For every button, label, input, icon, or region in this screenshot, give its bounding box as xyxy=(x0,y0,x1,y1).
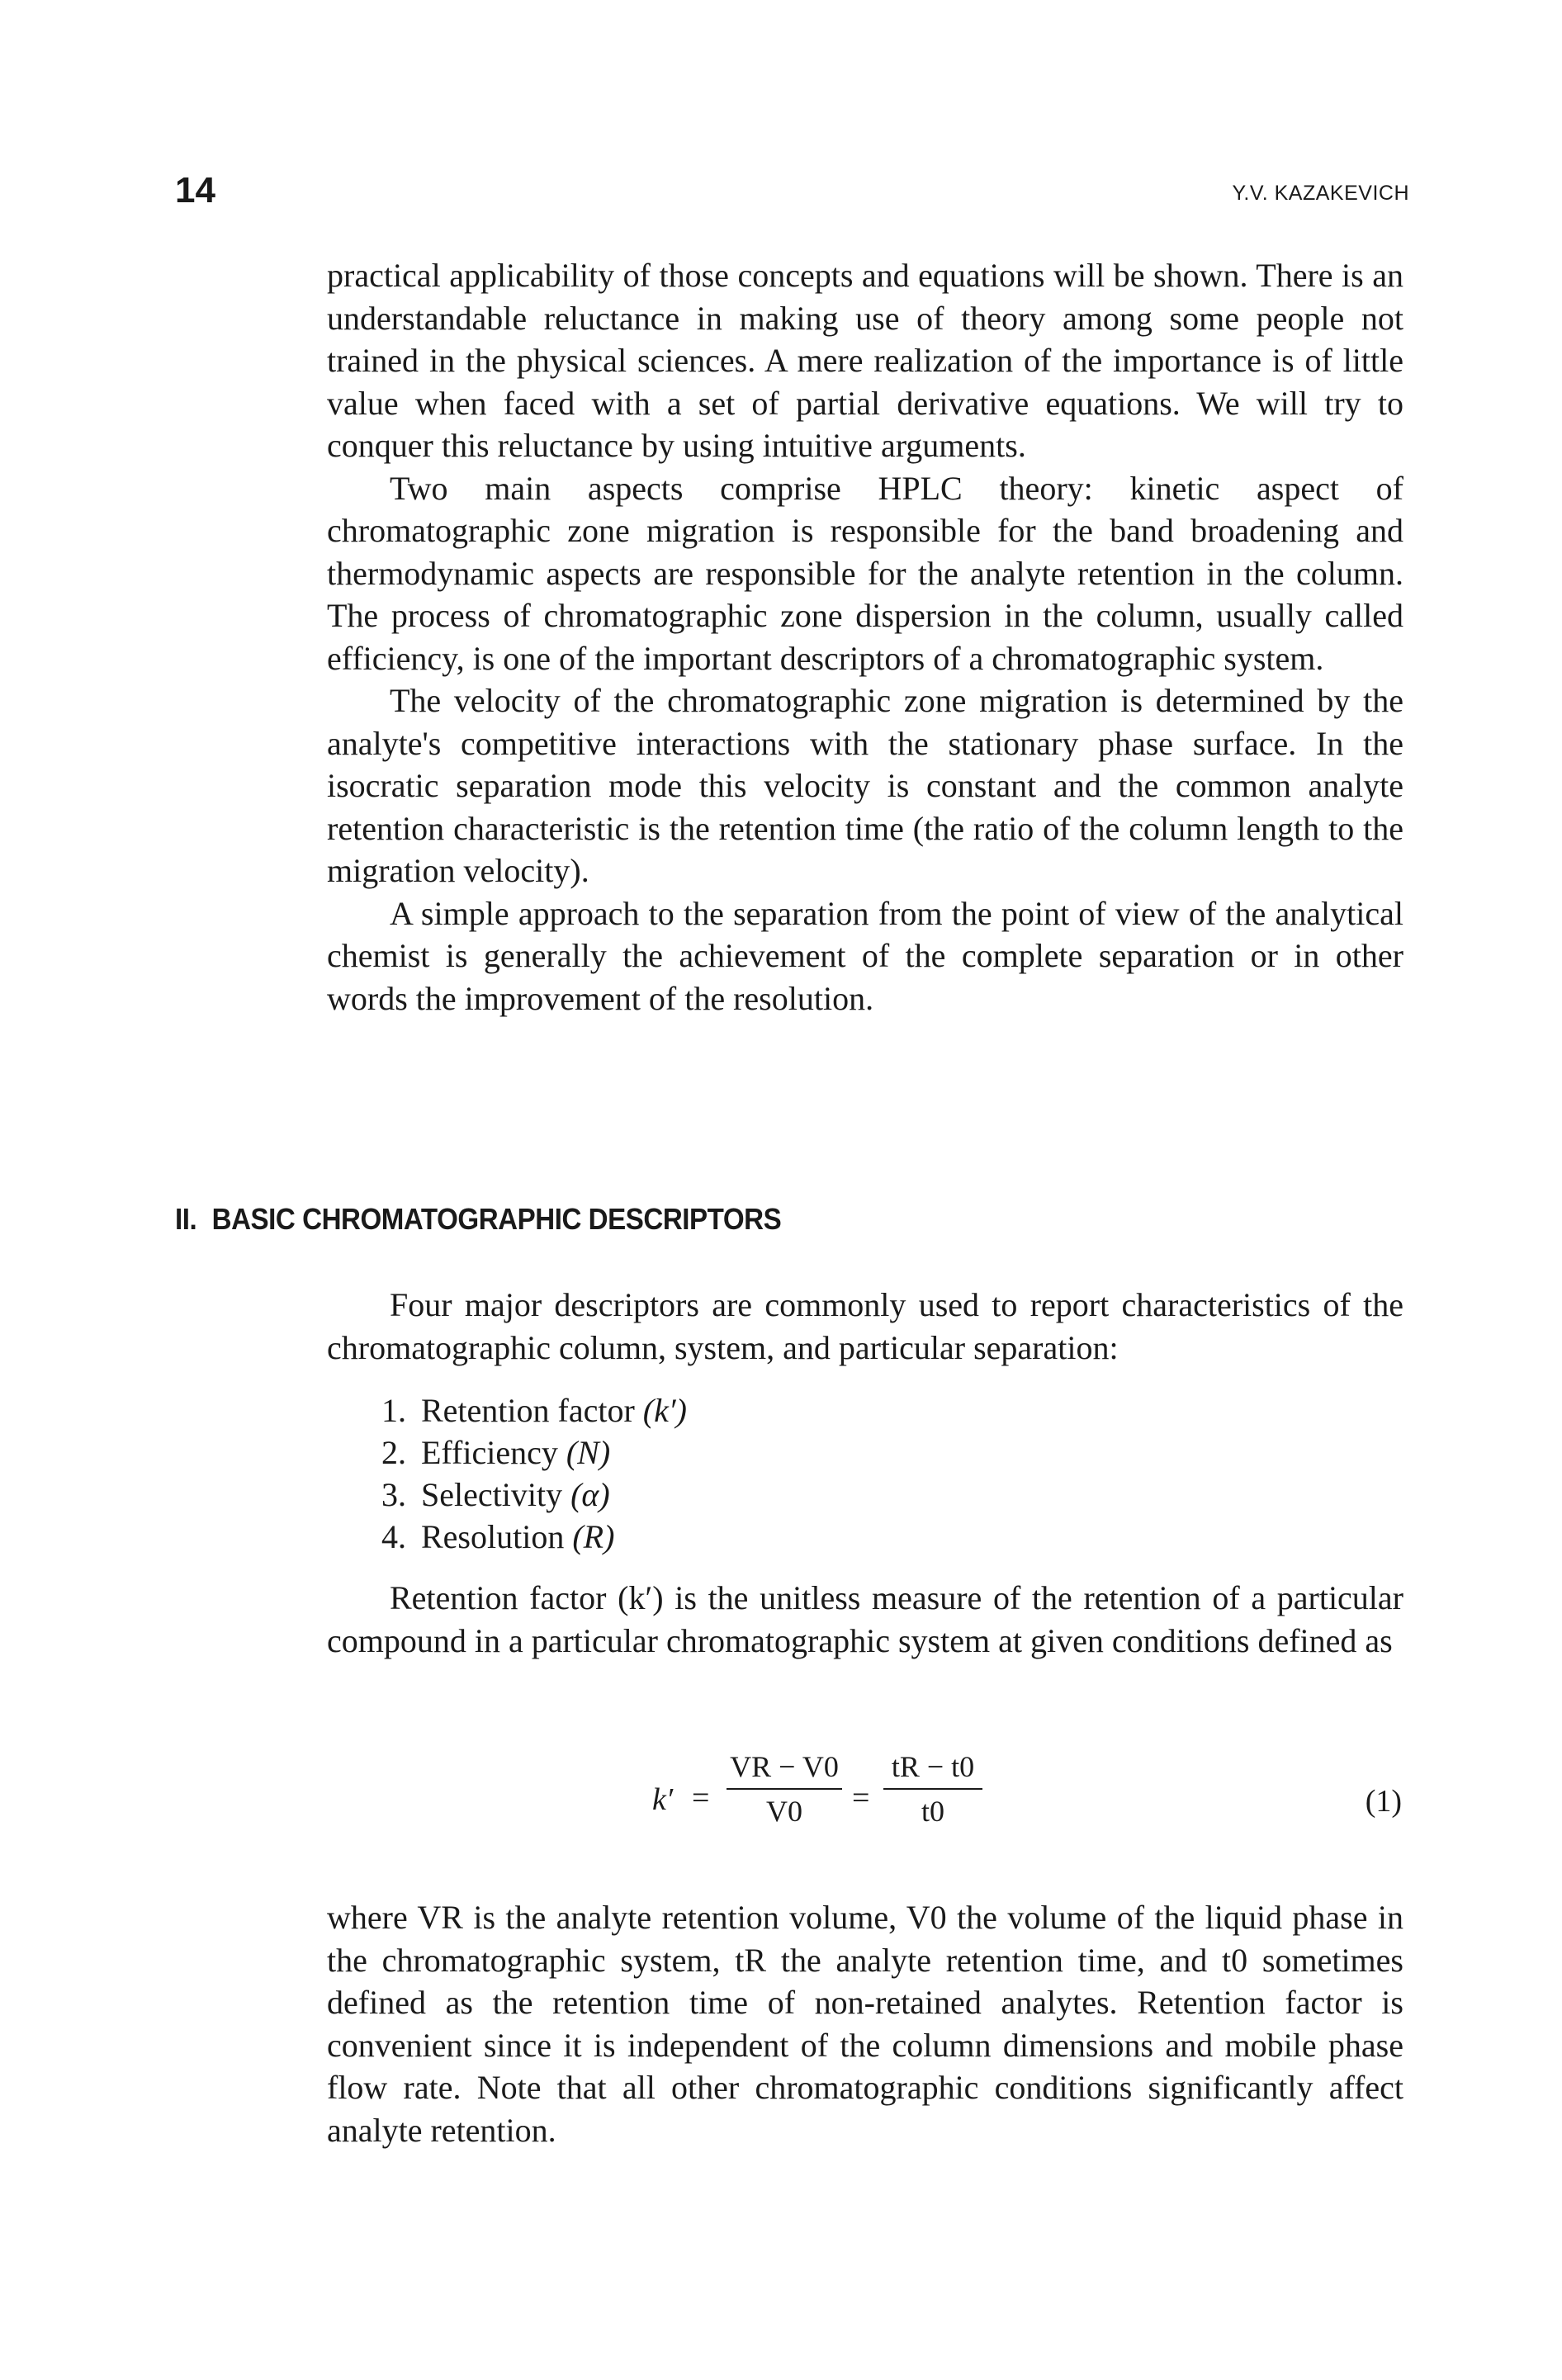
page-header xyxy=(175,170,1409,220)
fraction-bar xyxy=(883,1788,982,1790)
equals-sign: = xyxy=(852,1781,870,1815)
section-heading xyxy=(175,1202,781,1237)
fraction-volume xyxy=(727,1750,842,1828)
equation-number: (1) xyxy=(1365,1784,1402,1819)
section-number: II. xyxy=(175,1202,197,1236)
paragraph: Four major descriptors are commonly used to report characteristics of the chromatographic column, system, and particular separation: xyxy=(327,1286,1403,1366)
equation-lhs: k′ xyxy=(652,1782,674,1817)
fraction-bar xyxy=(727,1788,842,1790)
list-item: 2. Efficiency (N) xyxy=(381,1434,611,1471)
paragraph: where VR is the analyte retention volume, V0 the volume of the liquid phase in the chromatographic system, tR the analyte retention time, and t0 sometimes defined as the retention time of non-retained analytes. Retention factor is convenient since it is independent of the column dimensions and mobile phase flow rate. Note that all other chromatographic conditions significantly affect analyte retention. xyxy=(327,1899,1403,2149)
fraction-numerator: tR − t0 xyxy=(891,1750,975,1783)
paragraph: Two main aspects comprise HPLC theory: kinetic aspect of chromatographic zone migration is responsible for the band broadening and thermodynamic aspects are responsible for the analyte retention in the column. The process of chromatographic zone dispersion in the column, usually called efficiency, is one of the important descriptors of a chromatographic system. xyxy=(327,469,1403,677)
running-author: Y.V. KAZAKEVICH xyxy=(1232,182,1409,205)
page-number: 14 xyxy=(175,170,215,211)
paragraph: practical applicability of those concepts and equations will be shown. There is an understandable reluctance in making use of theory among some people not trained in the physical sciences. A mere realization of the importance is of little value when faced with a set of partial derivative equations. We will try to conquer this reluctance by using intuitive arguments. xyxy=(327,257,1403,464)
fraction-numerator: VR − V0 xyxy=(730,1750,839,1783)
fraction-denominator: V0 xyxy=(766,1795,802,1828)
descriptor-list xyxy=(381,1389,687,1558)
fraction-time xyxy=(883,1750,982,1828)
list-item: 1. Retention factor (k′) xyxy=(381,1392,687,1429)
list-item: 3. Selectivity (α) xyxy=(381,1476,610,1513)
equation-1 xyxy=(644,1750,1403,1849)
paragraph: The velocity of the chromatographic zone migration is determined by the analyte's competitive interactions with the stationary phase surface. In the isocratic separation mode this velocity is constant and the common analyte retention characteristic is the retention time (the ratio of the column length to the migration velocity). xyxy=(327,682,1403,889)
paragraph: Retention factor (k′) is the unitless measure of the retention of a particular compound in a particular chromatographic system at given conditions defined as xyxy=(327,1579,1403,1659)
definitions-text xyxy=(327,1896,1403,2151)
paragraph: A simple approach to the separation from the point of view of the analytical chemist is generally the achievement of the complete separation or in other words the improvement of the resolution. xyxy=(327,894,1403,1017)
section-title: BASIC CHROMATOGRAPHIC DESCRIPTORS xyxy=(211,1202,782,1236)
intro-text xyxy=(327,1284,1403,1369)
list-item: 4. Resolution (R) xyxy=(381,1518,615,1555)
retention-text xyxy=(327,1577,1403,1662)
fraction-denominator: t0 xyxy=(921,1795,944,1828)
body-text-top xyxy=(327,254,1403,1020)
equals-sign: = xyxy=(692,1781,710,1815)
